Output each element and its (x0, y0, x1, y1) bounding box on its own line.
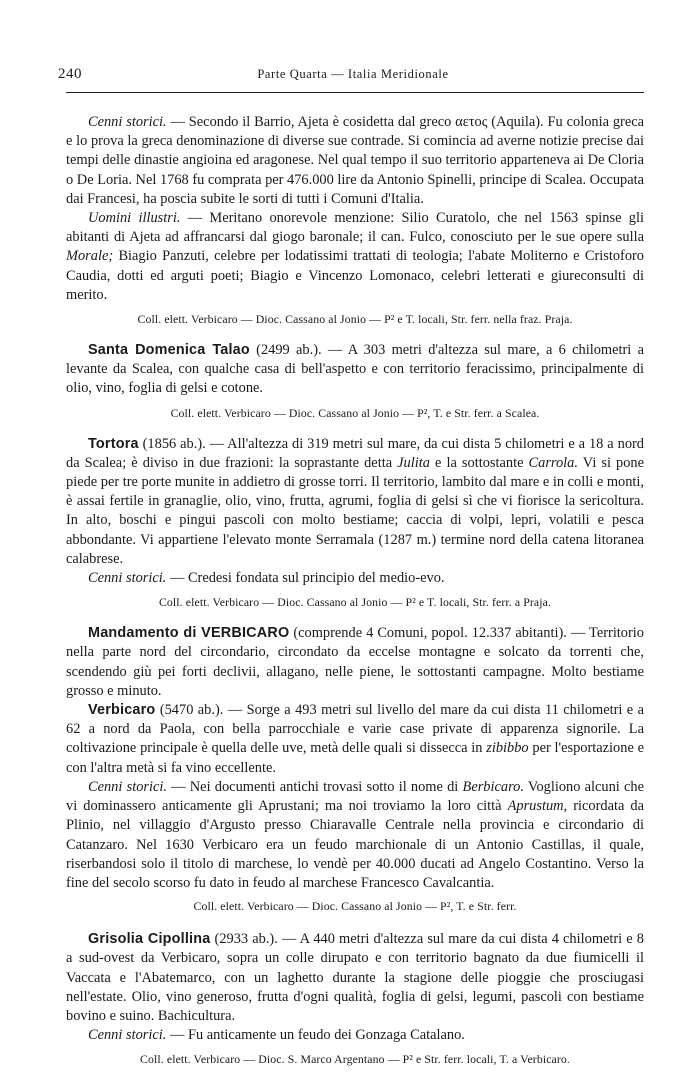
paragraph-text: ricordata da Plinio, nel villaggio d'Argusto presso Chiaravalle Centrale nella provincia e circondario di Catanzaro. Nel 1630 Verbicaro era un feudo marchionale di un Antonio Castillas, il quale, riserbandosi solo il titolo di marchese, lo vendè per 40.000 ducati ad Angelo Costantino. Verso la fine del secolo scorso fu dato in feudo al marchese Francesco Cavalcantia. (66, 798, 645, 891)
mandamento-label: Mandamento di VERBICARO (88, 625, 290, 642)
verbicaro-paragraph (66, 701, 644, 778)
paragraph-text: — Credesi fondata sul principio del medio-evo. (166, 570, 445, 587)
paragraph-text: — Secondo il Barrio, Ajeta è cosidetta dal greco αετος (Aquila). Fu colonia greca e lo prova la greca denominazione di diverse sue contrade. Si comincia ad averne notizie precise dai tempi delle dinastie angioina ed aragonese. Nel qual tempo il suo territorio apparteneva ai De Cloria o De Loria. Nel 1768 fu comprata per 476.000 lire da Antonio Spinelli, principe di Scalea. Occupata dai Francesi, ha poscia subite le sorti di tutti i Comuni d'Italia. (66, 114, 644, 207)
paragraph-text: — Meritano onorevole menzione: Silio Curatolo, che nel 1563 spinse gli abitanti di Ajeta ad affrancarsi dal giogo baronale; il can. Fulco, conosciuto per le sue opere sulla (66, 210, 644, 246)
tortora-paragraph (66, 435, 644, 569)
page-body (66, 113, 644, 1081)
cenni-storici-label: Cenni storici. (88, 778, 167, 795)
paragraph-text: — Nei documenti antichi trovasi sotto il nome di (166, 778, 463, 795)
page-number: 240 (58, 66, 82, 82)
paragraph-text: Vi si pone piede per tre porte munite in addietro di grosse torri. Il territorio, lambito dal mare e in colli e monti, è assai fertile in granaglie, olio, vino, frutta, agrumi, foglia di gelsi sì che vi fiorisce la sericoltura. In alto, boschi e pingui pascoli con molto bestiame; caccia di volpi, lepri, volatili e pesca abbondante. Vi appartiene l'elevato monte Serramala (1287 m.) termine nord della catena litoranea calabrese. (66, 454, 645, 567)
entry-name: Santa Domenica Talao (88, 342, 250, 359)
work-title: Morale; (66, 248, 114, 265)
paragraph-text: — Fu anticamente un feudo dei Gonzaga Catalano. (166, 1027, 465, 1044)
ajeta-cenni-paragraph (66, 113, 644, 209)
entry-name: Verbicaro (88, 702, 156, 719)
place-name: Carrola. (528, 454, 578, 471)
grisolia-paragraph (66, 930, 644, 1026)
paragraph-text: (5470 ab.). — Sorge a 493 metri sul livello del mare da cui dista 11 chilometri e a 62 a nord da Paola, con bella parrocchiale e varie case private di apparenza signorile. La coltivazione principale è quella delle uve, metà delle quali si dissecca in (66, 702, 644, 757)
verbicaro-cenni-paragraph (66, 778, 644, 893)
tortora-cenni-paragraph (66, 569, 644, 588)
paragraph-text: (comprende 4 Comuni, popol. 12.337 abitanti). — Territorio nella parte nord del circondario, circondato da eccelse montagne e solcato da torrenti che, scendendo giù pei forti declivii, allagano, nelle piene, le sottostanti campagne. Molto bestiame grosso e minuto. (66, 625, 644, 699)
ajeta-collegio-line: Coll. elett. Verbicaro — Dioc. Cassano al Jonio — P² e T. locali, Str. ferr. nella fraz. Praja. (137, 312, 573, 327)
paragraph-text: Biagio Panzuti, celebre per lodatissimi trattati di teologia; l'abate Moliterno e Cristoforo Caudia, dotti ed arguti poeti; Biagio e Vincenzo Lomonaco, celebri letterati e giureconsulti di merito. (66, 248, 644, 303)
paragraph-text: (2933 ab.). — A 440 metri d'altezza sul mare da cui dista 4 chilometri e 8 a sud-ovest da Verbicaro, sopra un colle dirupato e con territorio bagnato da due fiumicelli il Vaccata e l'Abatemarco, con un laghetto durante la stagione delle pioggie che prosciugasi nell'estate. Olio, vino generoso, frutta d'ogni qualità, foglia di gelsi, legumi, pascoli con bestiame bovino e suino. Bachicultura. (66, 931, 644, 1024)
paragraph-text: (1856 ab.). — All'altezza di 319 metri sul mare, da cui dista 5 chilometri e a 18 a nord da Scalea; è diviso in due frazioni: la soprastante detta (66, 435, 644, 471)
paragraph-text: (2499 ab.). — A 303 metri d'altezza sul mare, a 6 chilometri a levante da Scalea, con qualche casa di bell'aspetto e con territorio feracissimo, principalmente di olio, vino, foglia di gelsi e cotone. (66, 342, 644, 397)
header-rule (66, 92, 644, 93)
ajeta-uomini-paragraph (66, 209, 644, 305)
paragraph-text: Vogliono alcuni che vi dominassero anticamente gli Aprustani; ma noi troviamo la loro città (66, 778, 644, 815)
tortora-collegio-line: Coll. elett. Verbicaro — Dioc. Cassano al Jonio — P² e T. locali, Str. ferr. a Praja. (158, 595, 552, 610)
paragraph-text: per l'esportazione e con l'altra metà si fa vino eccellente. (66, 740, 644, 776)
place-name: Aprustum, (507, 798, 568, 815)
grisolia-cenni-paragraph (66, 1026, 644, 1045)
entry-name: Tortora (88, 435, 139, 452)
mandamento-paragraph (66, 624, 644, 701)
paragraph-text: e la sottostante (429, 454, 529, 471)
italic-term: zibibbo (486, 740, 529, 757)
santa-domenica-collegio-line: Coll. elett. Verbicaro — Dioc. Cassano al Jonio — P², T. e Str. ferr. a Scalea. (170, 405, 540, 420)
cenni-storici-label: Cenni storici. (88, 570, 167, 587)
cenni-storici-label: Cenni storici. (88, 114, 167, 130)
santa-domenica-paragraph (66, 341, 644, 399)
grisolia-collegio-line: Coll. elett. Verbicaro — Dioc. S. Marco Argentano — P² e Str. ferr. locali, T. a Verbicaro. (140, 1052, 570, 1067)
verbicaro-collegio-line: Coll. elett. Verbicaro — Dioc. Cassano al Jonio — P², T. e Str. ferr. (193, 899, 517, 914)
place-name: Berbicaro. (462, 778, 524, 795)
running-title: Parte Quarta — Italia Meridionale (257, 67, 449, 81)
cenni-storici-label: Cenni storici. (88, 1027, 167, 1044)
uomini-illustri-label: Uomini illustri. (88, 210, 181, 227)
entry-name: Grisolia Cipollina (88, 931, 211, 948)
page-header (58, 66, 648, 88)
place-name: Julita (397, 454, 430, 471)
